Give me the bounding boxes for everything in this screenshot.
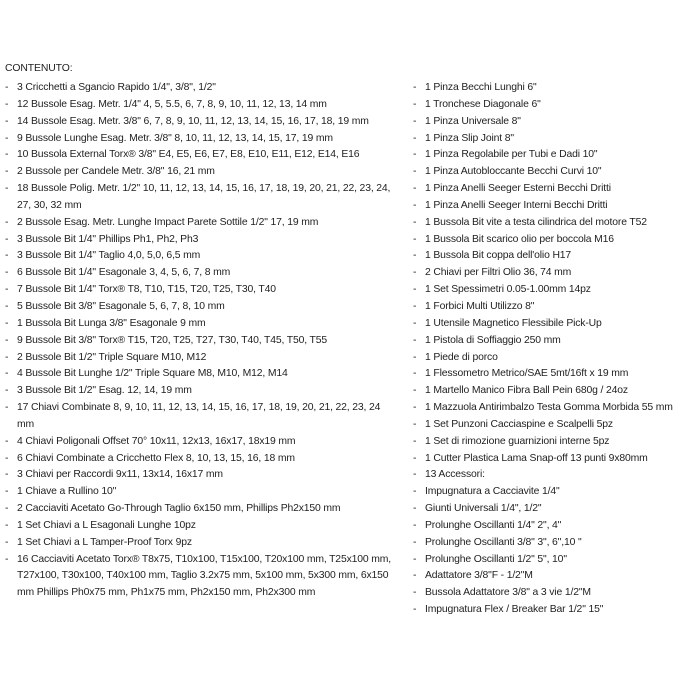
list-item: - 1 Bussola Bit scarico olio per boccola M16 <box>413 232 698 249</box>
list-item: - 1 Cutter Plastica Lama Snap-off 13 punti 9x80mm <box>413 451 698 468</box>
list-item: - 3 Bussole Bit 1/4" Phillips Ph1, Ph2, Ph3 <box>5 232 400 249</box>
bullet-dash: - <box>5 452 9 464</box>
list-item: - 1 Pinza Universale 8" <box>413 114 698 131</box>
bullet-dash: - <box>413 317 417 329</box>
list-item: - 1 Pinza Anelli Seeger Interni Becchi Dritti <box>413 198 698 215</box>
list-item: - 1 Pistola di Soffiaggio 250 mm <box>413 333 698 350</box>
bullet-dash: - <box>413 284 417 296</box>
bullet-dash: - <box>5 82 9 93</box>
list-item: - 14 Bussole Esag. Metr. 3/8" 6, 7, 8, 9, 10, 11, 12, 13, 14, 15, 16, 17, 18, 19 mm <box>5 114 400 131</box>
bullet-dash: - <box>413 115 417 127</box>
list-item: - 1 Bussola Bit Lunga 3/8" Esagonale 9 mm <box>5 316 400 333</box>
bullet-dash: - <box>413 503 417 515</box>
bullet-dash: - <box>5 385 9 397</box>
list-item: - Prolunghe Oscillanti 1/2" 5", 10" <box>413 552 698 569</box>
list-item: - 1 Chiave a Rullino 10" <box>5 484 400 501</box>
bullet-dash: - <box>5 216 9 228</box>
bullet-dash: - <box>5 149 9 161</box>
list-item: - Prolunghe Oscillanti 3/8" 3", 6",10 " <box>413 535 698 552</box>
bullet-dash: - <box>5 469 9 481</box>
bullet-dash: - <box>5 368 9 380</box>
list-item: - 3 Cricchetti a Sgancio Rapido 1/4", 3/8", 1/2" <box>5 80 400 97</box>
list-item: - 1 Tronchese Diagonale 6" <box>413 97 698 114</box>
bullet-dash: - <box>413 334 417 346</box>
content-title: CONTENUTO: <box>5 63 73 74</box>
bullet-dash: - <box>413 233 417 245</box>
bullet-dash: - <box>413 604 417 616</box>
bullet-dash: - <box>5 132 9 144</box>
bullet-dash: - <box>5 435 9 447</box>
bullet-dash: - <box>413 418 417 430</box>
list-item: - 1 Martello Manico Fibra Ball Pein 680g / 24oz <box>413 383 698 400</box>
bullet-dash: - <box>5 486 9 498</box>
bullet-dash: - <box>413 216 417 228</box>
bullet-dash: - <box>413 250 417 262</box>
list-item: - 17 Chiavi Combinate 8, 9, 10, 11, 12, 13, 14, 15, 16, 17, 18, 19, 20, 21, 22, 23, 24 mm <box>5 402 381 430</box>
bullet-dash: - <box>5 553 9 565</box>
list-item: - Impugnatura a Cacciavite 1/4" <box>413 484 698 501</box>
content-list-left <box>5 80 400 602</box>
bullet-dash: - <box>5 519 9 531</box>
bullet-dash: - <box>413 402 417 414</box>
bullet-dash: - <box>413 385 417 397</box>
list-item: - 7 Bussole Bit 1/4" Torx® T8, T10, T15, T20, T25, T30, T40 <box>5 282 400 299</box>
list-item: - 1 Pinza Slip Joint 8" <box>413 131 698 148</box>
list-item: - 5 Bussole Bit 3/8" Esagonale 5, 6, 7, 8, 10 mm <box>5 299 400 316</box>
list-item: - 1 Forbici Multi Utilizzo 8" <box>413 299 698 316</box>
list-item: - 2 Chiavi per Filtri Olio 36, 74 mm <box>413 265 698 282</box>
bullet-dash: - <box>413 132 417 144</box>
list-item: - 2 Cacciaviti Acetato Go-Through Taglio 6x150 mm, Phillips Ph2x150 mm <box>5 501 400 518</box>
list-item: - 1 Pinza Anelli Seeger Esterni Becchi Dritti <box>413 181 698 198</box>
bullet-dash: - <box>5 284 9 296</box>
bullet-dash: - <box>5 233 9 245</box>
bullet-dash: - <box>5 317 9 329</box>
bullet-dash: - <box>413 267 417 279</box>
list-item: - Prolunghe Oscillanti 1/4" 2", 4" <box>413 518 698 535</box>
content-list-right <box>413 80 698 619</box>
list-item: - 1 Set Chiavi a L Tamper-Proof Torx 9pz <box>5 535 400 552</box>
bullet-dash: - <box>5 250 9 262</box>
bullet-dash: - <box>5 267 9 279</box>
list-item: - Adattatore 3/8"F - 1/2"M <box>413 568 698 585</box>
list-item: - 1 Pinza Regolabile per Tubi e Dadi 10" <box>413 147 698 164</box>
list-item: - 3 Bussole Bit 1/2" Esag. 12, 14, 19 mm <box>5 383 400 400</box>
bullet-dash: - <box>413 553 417 565</box>
list-item: - 1 Pinza Autobloccante Becchi Curvi 10" <box>413 164 698 181</box>
list-item: - 12 Bussole Esag. Metr. 1/4" 4, 5, 5.5, 6, 7, 8, 9, 10, 11, 12, 13, 14 mm <box>5 97 400 114</box>
bullet-dash: - <box>413 199 417 211</box>
bullet-dash: - <box>413 183 417 195</box>
list-item: - 9 Bussole Lunghe Esag. Metr. 3/8" 8, 10, 11, 12, 13, 14, 15, 17, 19 mm <box>5 131 400 148</box>
bullet-dash: - <box>413 452 417 464</box>
list-item: - 1 Bussola Bit vite a testa cilindrica del motore T52 <box>413 215 698 232</box>
bullet-dash: - <box>413 519 417 531</box>
bullet-dash: - <box>5 166 9 178</box>
list-item: - 10 Bussola External Torx® 3/8" E4, E5, E6, E7, E8, E10, E11, E12, E14, E16 <box>5 147 400 164</box>
list-item: - 2 Bussole per Candele Metr. 3/8" 16, 21 mm <box>5 164 400 181</box>
bullet-dash: - <box>413 82 417 93</box>
list-item: - 1 Utensile Magnetico Flessibile Pick-Up <box>413 316 698 333</box>
list-item: - 1 Flessometro Metrico/SAE 5mt/16ft x 19 mm <box>413 366 698 383</box>
list-item: - 6 Chiavi Combinate a Cricchetto Flex 8, 10, 13, 15, 16, 18 mm <box>5 451 400 468</box>
list-item: - 1 Set Punzoni Cacciaspine e Scalpelli 5pz <box>413 417 698 434</box>
bullet-dash: - <box>413 486 417 498</box>
bullet-dash: - <box>413 536 417 548</box>
bullet-dash: - <box>413 351 417 363</box>
bullet-dash: - <box>413 469 417 481</box>
list-item: - 1 Bussola Bit coppa dell'olio H17 <box>413 248 698 265</box>
list-item: - 3 Chiavi per Raccordi 9x11, 13x14, 16x17 mm <box>5 467 400 484</box>
bullet-dash: - <box>5 98 9 110</box>
list-item: - 1 Set di rimozione guarnizioni interne 5pz <box>413 434 698 451</box>
list-item: - Bussola Adattatore 3/8" a 3 vie 1/2"M <box>413 585 698 602</box>
list-item: - 1 Set Chiavi a L Esagonali Lunghe 10pz <box>5 518 400 535</box>
bullet-dash: - <box>5 115 9 127</box>
list-item: - Impugnatura Flex / Breaker Bar 1/2" 15" <box>413 602 698 619</box>
bullet-dash: - <box>5 402 9 414</box>
list-item: - 2 Bussole Bit 1/2" Triple Square M10, M12 <box>5 350 400 367</box>
bullet-dash: - <box>5 183 9 195</box>
bullet-dash: - <box>413 149 417 161</box>
bullet-dash: - <box>413 368 417 380</box>
list-item: - 3 Bussole Bit 1/4" Taglio 4,0, 5,0, 6,5 mm <box>5 248 400 265</box>
bullet-dash: - <box>413 98 417 110</box>
list-item: - 4 Chiavi Poligonali Offset 70° 10x11, 12x13, 16x17, 18x19 mm <box>5 434 400 451</box>
bullet-dash: - <box>5 334 9 346</box>
list-item: - 1 Piede di porco <box>413 350 698 367</box>
bullet-dash: - <box>5 351 9 363</box>
list-item: - 4 Bussole Bit Lunghe 1/2" Triple Square M8, M10, M12, M14 <box>5 366 400 383</box>
list-item: - 16 Cacciaviti Acetato Torx® T8x75, T10x100, T15x100, T20x100 mm, T25x100 mm, T27x100, T30x100, T40x100 mm, Taglio 3.2x75 mm, 5x100 mm, 5x300 mm, 6x150 mm Phillips Ph0x75 mm, Ph1x75 mm, Ph2x150 mm, Ph2x300 mm <box>5 553 391 599</box>
bullet-dash: - <box>413 300 417 312</box>
bullet-dash: - <box>413 435 417 447</box>
list-item: - 13 Accessori: <box>413 467 698 484</box>
list-item: - 1 Pinza Becchi Lunghi 6" <box>413 80 698 97</box>
bullet-dash: - <box>413 587 417 599</box>
bullet-dash: - <box>413 166 417 178</box>
bullet-dash: - <box>5 300 9 312</box>
list-item: - 1 Mazzuola Antirimbalzo Testa Gomma Morbida 55 mm <box>413 400 698 417</box>
bullet-dash: - <box>5 503 9 515</box>
list-item: - 18 Bussole Polig. Metr. 1/2" 10, 11, 12, 13, 14, 15, 16, 17, 18, 19, 20, 21, 22, 23, 24, 27, 30, 32 mm <box>5 183 391 211</box>
bullet-dash: - <box>5 536 9 548</box>
list-item: - 6 Bussole Bit 1/4" Esagonale 3, 4, 5, 6, 7, 8 mm <box>5 265 400 282</box>
list-item: - 9 Bussole Bit 3/8" Torx® T15, T20, T25, T27, T30, T40, T45, T50, T55 <box>5 333 400 350</box>
list-item: - Giunti Universali 1/4", 1/2" <box>413 501 698 518</box>
bullet-dash: - <box>413 570 417 582</box>
list-item: - 1 Set Spessimetri 0.05-1.00mm 14pz <box>413 282 698 299</box>
list-item: - 2 Bussole Esag. Metr. Lunghe Impact Parete Sottile 1/2" 17, 19 mm <box>5 215 400 232</box>
